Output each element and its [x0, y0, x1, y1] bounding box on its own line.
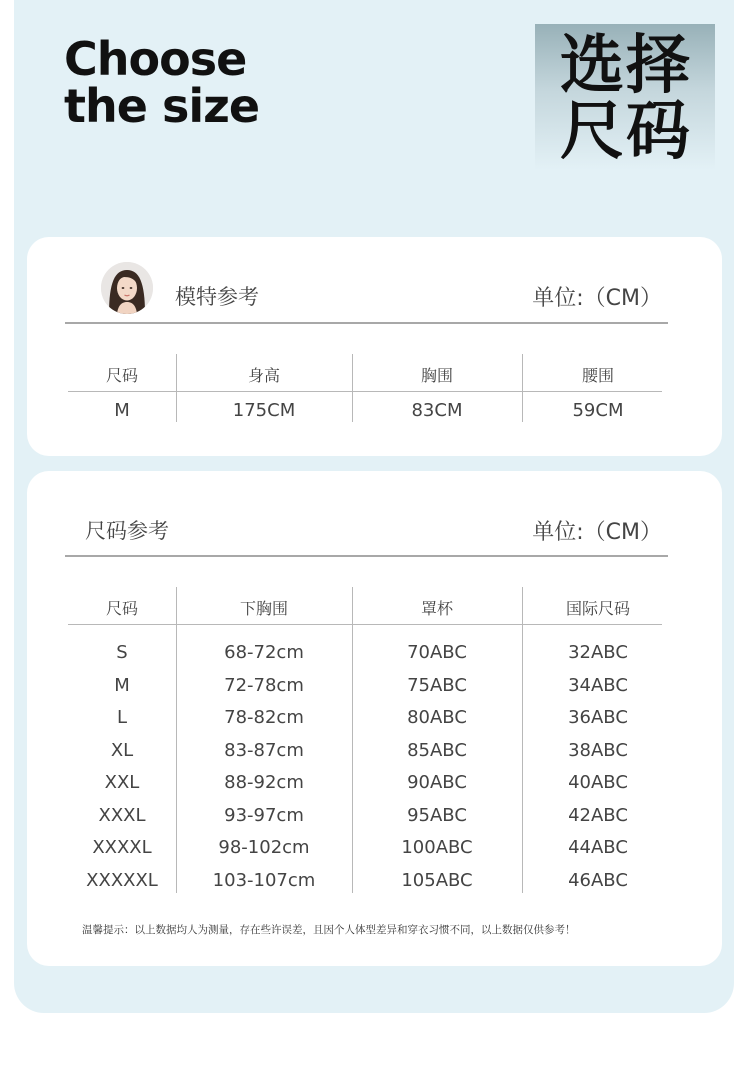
size-cell-underbust: 72-78cm	[224, 674, 304, 696]
model-reference-card	[27, 237, 722, 456]
model-cell-height: 175CM	[232, 400, 296, 421]
model-table-header	[68, 354, 662, 392]
size-cell-international: 36ABC	[568, 707, 628, 728]
size-cell-international: 46ABC	[568, 869, 628, 891]
size-col-cup: 罩杯	[420, 599, 453, 618]
size-cell-international: 44ABC	[568, 837, 628, 858]
size-col-size: 尺码	[105, 599, 138, 618]
title-en-line2: the size	[64, 79, 260, 133]
size-cell-cup: 105ABC	[401, 869, 473, 891]
size-cell-size: XXXXL	[92, 837, 152, 858]
model-cell-bust: 83CM	[411, 400, 463, 421]
size-cell-size: XXXL	[98, 804, 146, 826]
size-cell-international: 38ABC	[568, 739, 628, 761]
size-cell-cup: 100ABC	[401, 837, 473, 858]
size-cell-international: 32ABC	[568, 642, 628, 663]
model-col-waist: 腰围	[581, 366, 614, 385]
size-cell-size: S	[116, 642, 128, 663]
size-reference-card	[27, 471, 722, 966]
page-title-english	[64, 32, 260, 133]
model-avatar	[101, 262, 153, 314]
size-table-header	[68, 587, 662, 625]
model-card-unit: 单位:（CM）	[532, 286, 662, 311]
size-cell-cup: 95ABC	[407, 804, 467, 826]
size-card-header	[65, 471, 668, 557]
size-card-unit: 单位:（CM）	[532, 520, 662, 545]
title-cn-line2: 尺码	[560, 95, 692, 169]
size-cell-cup: 70ABC	[407, 642, 467, 663]
page-title-chinese	[560, 29, 692, 169]
model-card-title: 模特参考	[175, 285, 259, 309]
size-cell-international: 40ABC	[568, 772, 628, 793]
size-cell-cup: 90ABC	[407, 772, 467, 793]
size-cell-size: L	[116, 707, 128, 728]
size-cell-international: 42ABC	[568, 804, 628, 826]
size-cell-size: XL	[110, 739, 134, 761]
size-table	[68, 587, 662, 893]
size-cell-underbust: 88-92cm	[224, 772, 304, 793]
size-cell-size: M	[114, 674, 130, 696]
size-col-international: 国际尺码	[565, 599, 630, 618]
size-cell-size: XXL	[104, 772, 140, 793]
size-col-underbust: 下胸围	[239, 599, 288, 618]
title-en-line1: Choose	[64, 32, 247, 86]
size-cell-cup: 85ABC	[407, 739, 467, 761]
size-cell-cup: 80ABC	[407, 707, 467, 728]
model-card-header	[65, 237, 668, 324]
size-card-title: 尺码参考	[85, 519, 169, 543]
size-cell-international: 34ABC	[568, 674, 628, 696]
model-cell-waist: 59CM	[572, 400, 624, 421]
model-col-bust: 胸围	[420, 366, 453, 385]
size-cell-cup: 75ABC	[407, 674, 467, 696]
title-cn-line1: 选择	[560, 29, 692, 103]
size-cell-underbust: 83-87cm	[224, 739, 304, 761]
size-cell-underbust: 98-102cm	[218, 837, 310, 858]
model-cell-size: M	[114, 400, 130, 421]
size-cell-underbust: 78-82cm	[224, 707, 304, 728]
size-cell-underbust: 68-72cm	[224, 642, 304, 663]
size-note: 温馨提示：以上数据均人为测量，存在些许误差，且因个人体型差异和穿衣习惯不同，以上数据仅供参考！	[82, 924, 576, 936]
size-cell-underbust: 103-107cm	[212, 869, 316, 891]
model-col-height: 身高	[247, 366, 280, 385]
size-cell-underbust: 93-97cm	[224, 804, 304, 826]
model-table	[68, 354, 662, 422]
model-col-size: 尺码	[105, 366, 138, 385]
size-cell-size: XXXXXL	[86, 869, 158, 891]
